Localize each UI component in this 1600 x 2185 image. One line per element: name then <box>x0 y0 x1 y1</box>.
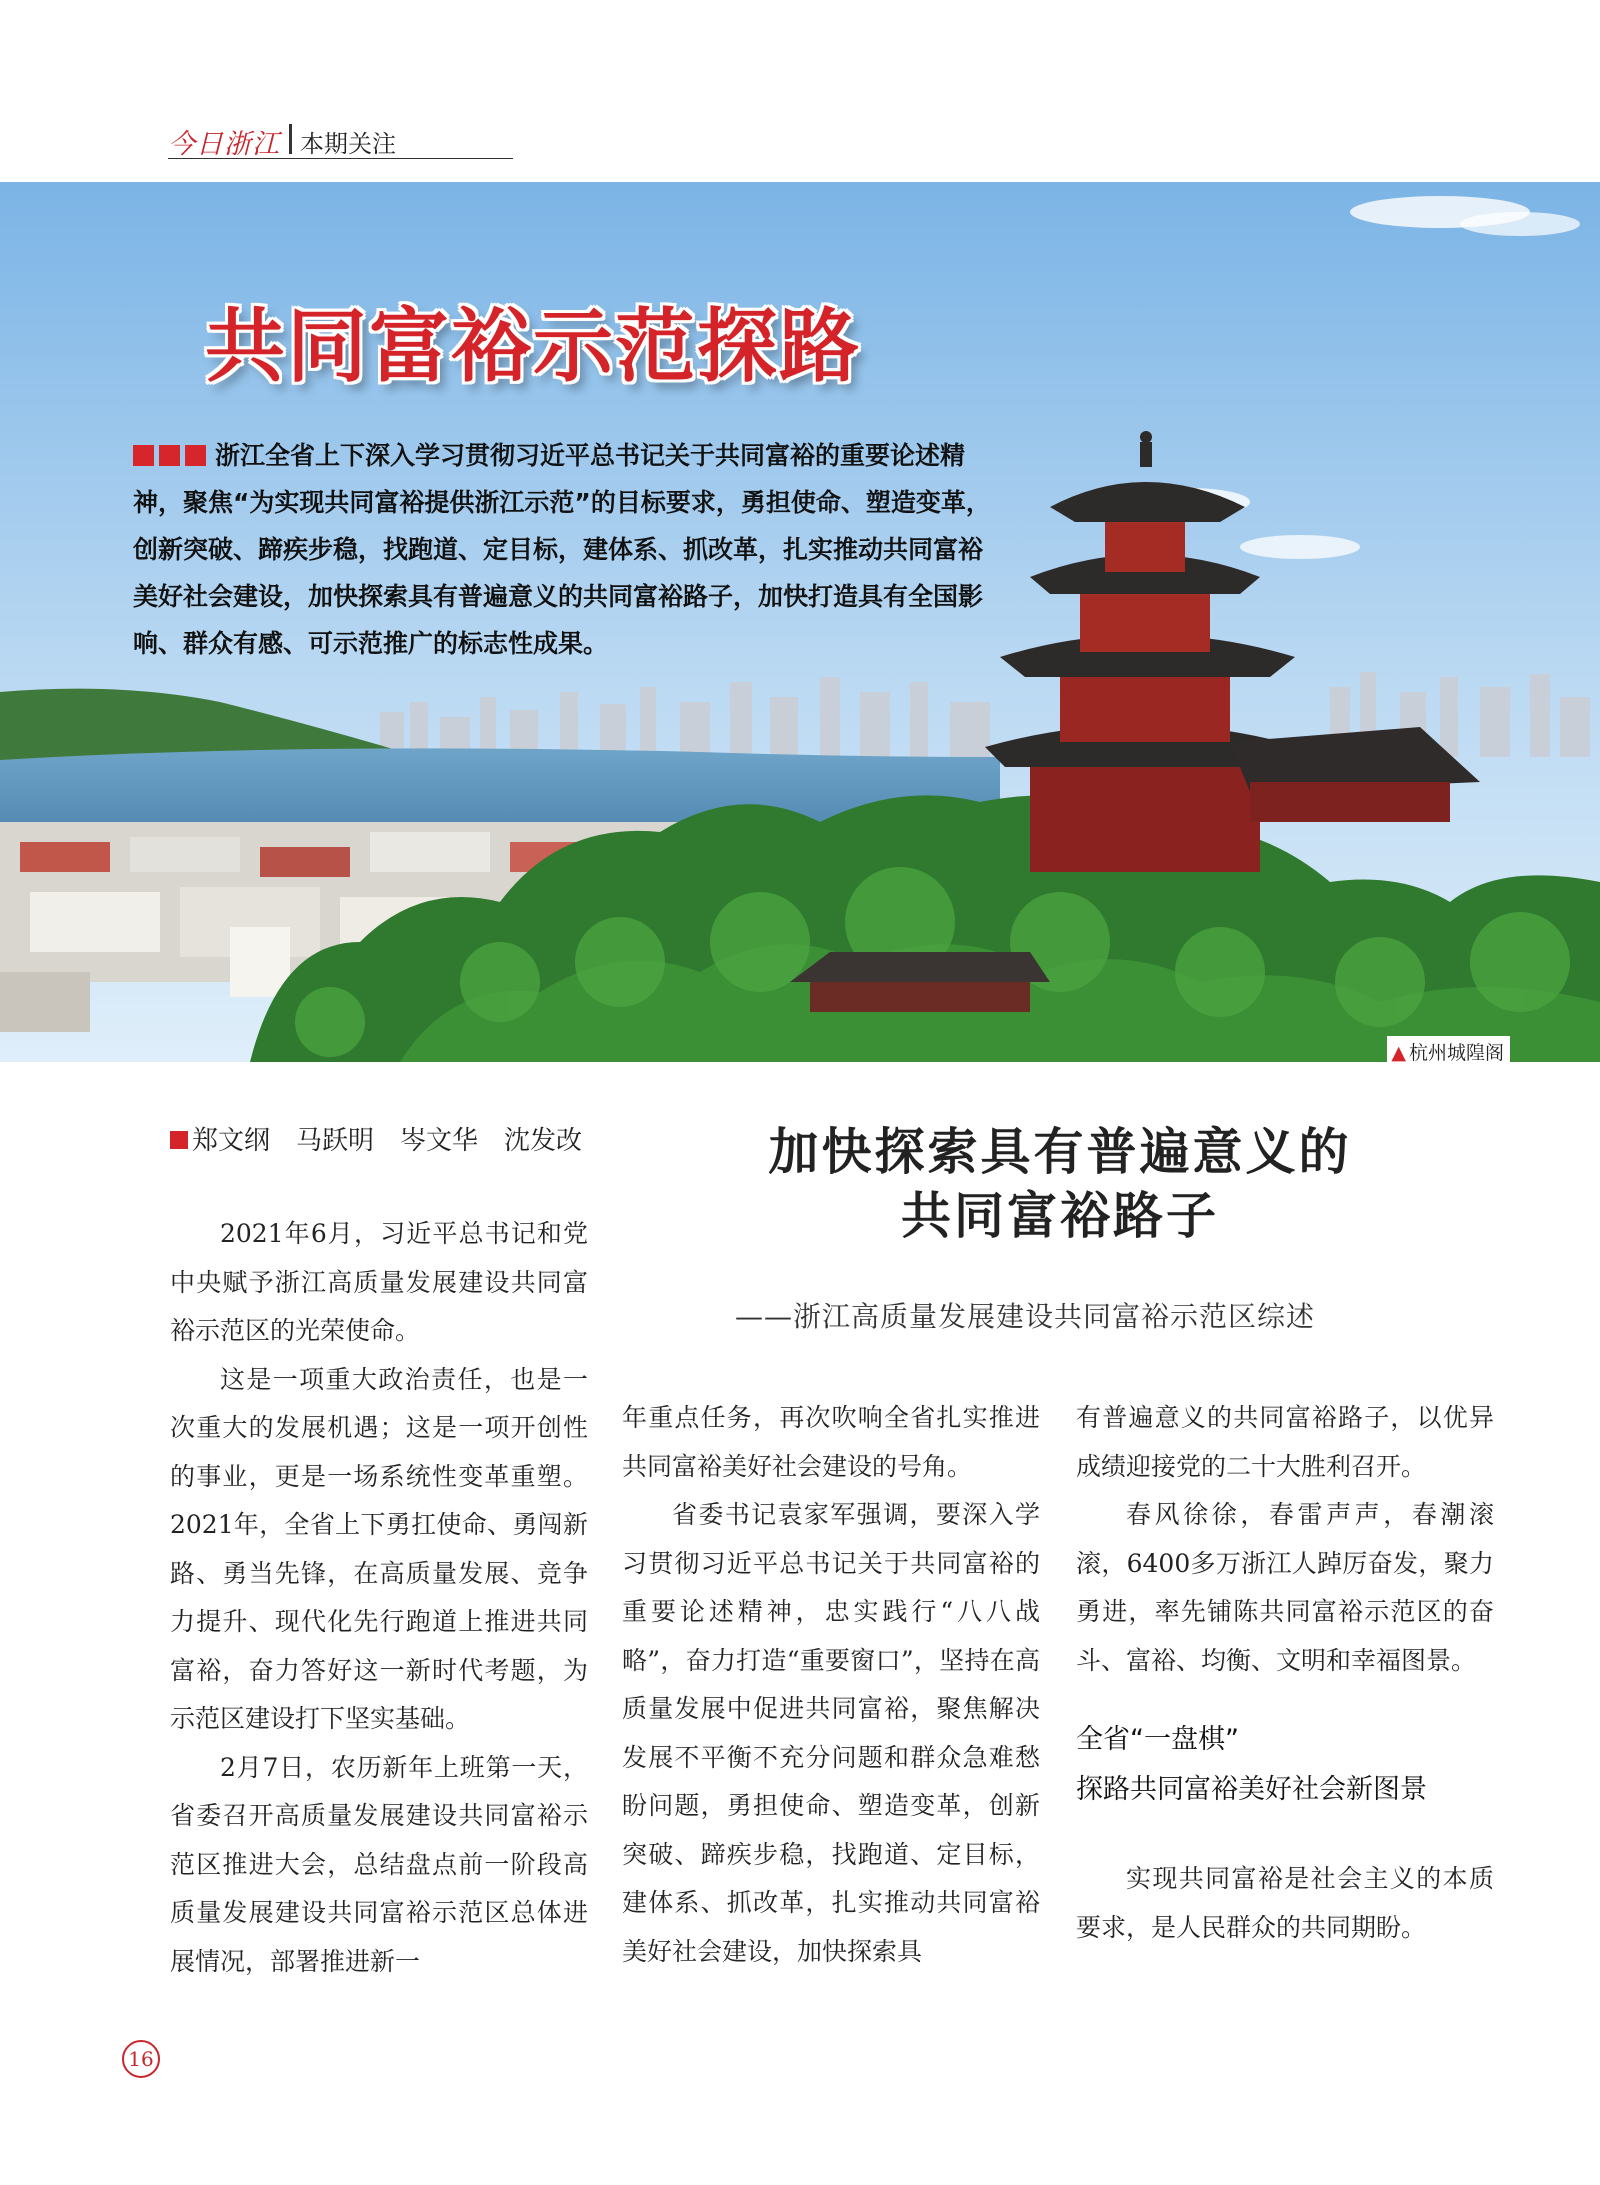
article-column-2 <box>622 1394 1040 1976</box>
paragraph: 省委书记袁家军强调，要深入学习贯彻习近平总书记关于共同富裕的重要论述精神，忠实践行“八八战略”，奋力打造“重要窗口”，坚持在高质量发展中促进共同富裕，聚焦解决发展不平衡不充分问题和群众急难愁盼问题，勇担使命、塑造变革，创新突破、蹄疾步稳，找跑道、定目标，建体系、抓改革，扎实推动共同富裕美好社会建设，加快探索具 <box>622 1500 1040 1966</box>
paragraph: 年重点任务，再次吹响全省扎实推进共同富裕美好社会建设的号角。 <box>622 1403 1040 1481</box>
paragraph: 有普遍意义的共同富裕路子，以优异成绩迎接党的二十大胜利召开。 <box>1076 1403 1494 1481</box>
paragraph: 2021年6月，习近平总书记和党中央赋予浙江高质量发展建设共同富裕示范区的光荣使命。 <box>170 1219 588 1345</box>
hero-photo <box>0 182 1600 1062</box>
author-names: 郑文纲 马跃明 岑文华 沈发改 <box>192 1126 583 1156</box>
hero-lead <box>133 432 998 667</box>
headline-line-1: 加快探索具有普遍意义的 <box>768 1122 1352 1181</box>
article-subhead: ——浙江高质量发展建设共同富裕示范区综述 <box>735 1300 1316 1333</box>
authors <box>170 1120 582 1157</box>
hero-title: 共同富裕示范探路 <box>205 300 861 393</box>
author-marker-icon <box>170 1131 188 1149</box>
triangle-icon: ▲ <box>1391 1042 1406 1064</box>
lead-marker-icon <box>133 434 213 456</box>
article-column-3 <box>1076 1394 1494 1952</box>
hero-lead-text: 浙江全省上下深入学习贯彻习近平总书记关于共同富裕的重要论述精神，聚焦“为实现共同富裕提供浙江示范”的目标要求，勇担使命、塑造变革，创新突破、蹄疾步稳，找跑道、定目标，建体系、抓改革，扎实推动共同富裕美好社会建设，加快探索具有普遍意义的共同富裕路子，加快打造具有全国影响、群众有感、可示范推广的标志性成果。 <box>133 441 991 658</box>
section-heading-line-2: 探路共同富裕美好社会新图景 <box>1076 1774 1427 1805</box>
photo-caption-text: 杭州城隍阁 <box>1408 1042 1504 1064</box>
paragraph: 实现共同富裕是社会主义的本质要求，是人民群众的共同期盼。 <box>1076 1864 1494 1942</box>
section-heading-line-1: 全省“一盘棋” <box>1076 1724 1239 1755</box>
headline-line-2: 共同富裕路子 <box>901 1186 1219 1245</box>
paragraph: 春风徐徐，春雷声声，春潮滚滚，6400多万浙江人踔厉奋发，聚力勇进，率先铺陈共同富裕示范区的奋斗、富裕、均衡、文明和幸福图景。 <box>1076 1500 1494 1675</box>
masthead-separator <box>289 124 292 154</box>
section-heading <box>1076 1715 1494 1815</box>
brand-logo: 今日浙江 <box>168 129 280 160</box>
article-headline <box>680 1120 1440 1248</box>
paragraph: 2月7日，农历新年上班第一天，省委召开高质量发展建设共同富裕示范区推进大会，总结盘点前一阶段高质量发展建设共同富裕示范区总体进展情况，部署推进新一 <box>170 1752 588 1976</box>
article-column-1 <box>170 1210 588 1986</box>
section-label: 本期关注 <box>300 130 396 158</box>
masthead <box>168 118 513 159</box>
photo-caption <box>1387 1036 1510 1067</box>
paragraph: 这是一项重大政治责任，也是一次重大的发展机遇；这是一项开创性的事业，更是一场系统性变革重塑。2021年，全省上下勇扛使命、勇闯新路、勇当先锋，在高质量发展、竞争力提升、现代化先行跑道上推进共同富裕，奋力答好这一新时代考题，为示范区建设打下坚实基础。 <box>170 1364 588 1733</box>
page-number: 16 <box>122 2040 160 2078</box>
